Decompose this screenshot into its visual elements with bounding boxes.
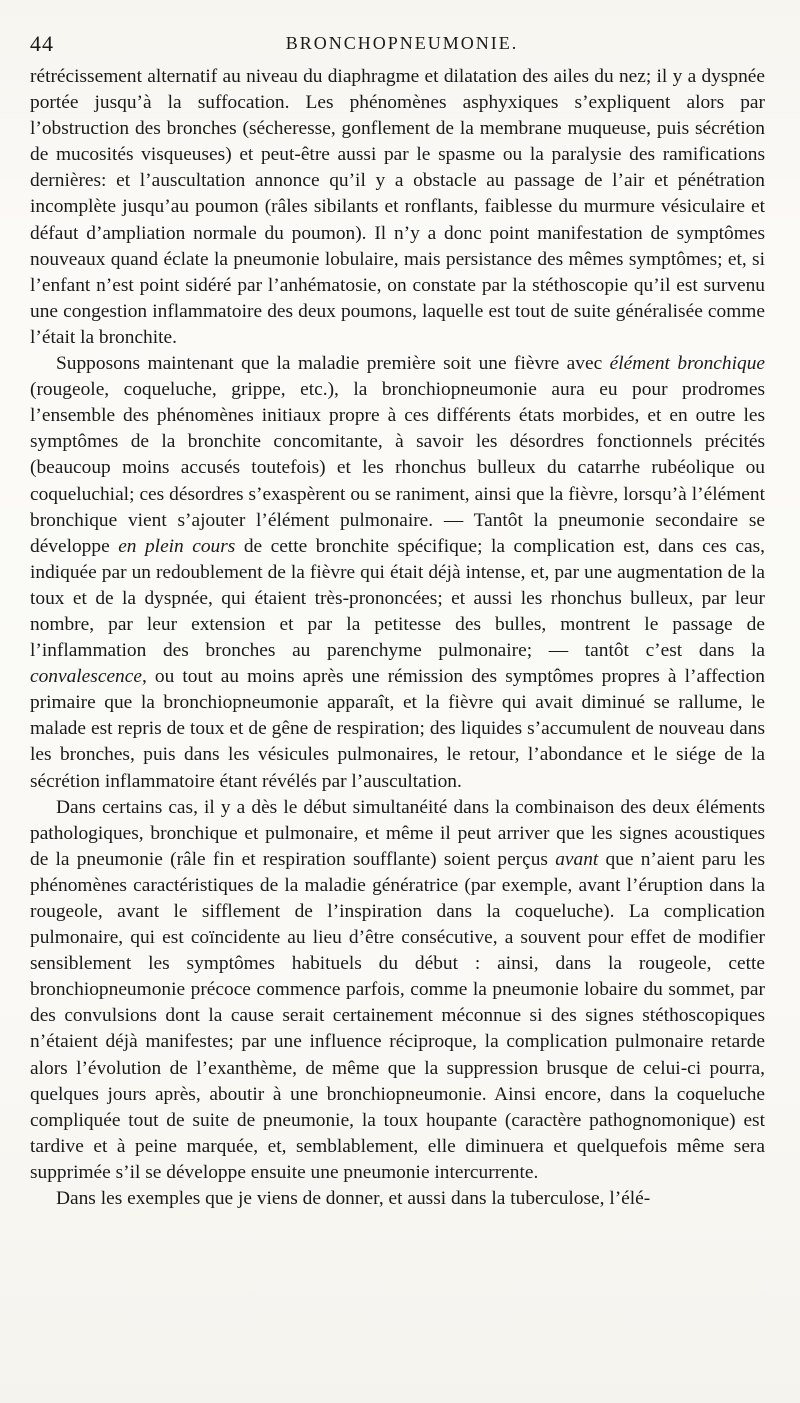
text-run: Dans les exemples que je viens de donner, et aussi dans la tuberculose, l’élé-: [56, 1188, 651, 1210]
paragraph: [30, 795, 765, 1186]
italic-text: élément bronchique: [609, 353, 765, 375]
text-run: , ou tout au moins après une rémission des symptômes propres à l’affection primaire que la bronchiopneumonie apparaît, et la fièvre qui avait diminué se rallume, le malade est repris de toux et de gêne de respiration; des liquides s’accumulent de nouveau dans les bronches, puis dans les vésicules pulmonaires, le retour, l’abondance et le siége de la sécrétion inflammatoire étant révélés par l’auscultation.: [30, 666, 765, 792]
running-title: BRONCHOPNEUMONIE.: [285, 33, 519, 53]
text-run: Supposons maintenant que la maladie première soit une fièvre avec: [56, 353, 610, 375]
italic-text: avant: [555, 848, 599, 870]
italic-text: convalescence: [30, 666, 142, 688]
text-run: que n’aient paru les phénomènes caractéristiques de la maladie génératrice (par exemple, avant l’éruption dans la rougeole, avant le sifflement de l’inspiration dans la coqueluche). La complication pulmonaire, qui est coïncidente au lieu d’être consécutive, a souvent pour effet de modifier sensiblement les symptômes habituels du début : ainsi, dans la rougeole, cette bronchiopneumonie précoce commence parfois, comme la pneumonie lobaire du sommet, par des convulsions dont la cause serait certainement méconnue si des signes stéthoscopiques n’étaient déjà manifestes; par une influence réciproque, la complication pulmonaire retarde alors l’évolution de l’exanthème, de même que la suppression brusque de celui-ci pourra, quelques jours après, aboutir à une bronchiopneumonie. Ainsi encore, dans la coqueluche compliquée tout de suite de pneumonie, la toux houpante (caractère pathognomonique) est tardive et à peine marquée, et, semblablement, elle diminuera et quelquefois même sera supprimée s’il se développe ensuite une pneumonie intercurrente.: [30, 848, 766, 1183]
paragraph: [30, 64, 765, 351]
body-text: [30, 64, 765, 1212]
paragraph: [30, 1186, 765, 1212]
paragraph: [30, 351, 765, 795]
text-run: rétrécissement alternatif au niveau du diaphragme et dilatation des ailes du nez; il y a dyspnée portée jusqu’à la suffocation. Les phénomènes asphyxiques s’expliquent alors par l’obstruction des bronches (sécheresse, gonflement de la membrane muqueuse, puis sécrétion de mucosités visqueuses) et peut-être aussi par le spasme ou la paralysie des ramifications dernières: et l’auscultation annonce qu’il y a obstacle au passage de l’air et pénétration incomplète jusqu’au poumon (râles sibilants et ronflants, faiblesse du murmure vésiculaire et défaut d’ampliation normale du poumon). Il n’y a donc point manifestation de symptômes nouveaux quand éclate la pneumonie lobulaire, mais persistance des mêmes symptômes; et, si l’enfant n’est point sidéré par l’anhématosie, on constate par la stéthoscopie qu’il est survenu une congestion inflammatoire des deux poumons, laquelle est tout de suite généralisée comme l’était la bronchite.: [30, 66, 765, 348]
page-number: 44: [30, 31, 54, 56]
text-run: (rougeole, coqueluche, grippe, etc.), la bronchiopneumonie aura eu pour prodromes l’ensemble des phénomènes initiaux propre à ces différents états morbides, et en outre les symptômes de la bronchite concomitante, à savoir les désordres fonctionnels précités (beaucoup moins accusés toutefois) et les rhonchus bulleux du catarrhe rubéolique ou coqueluchial; ces désordres s’exaspèrent ou se raniment, ainsi que la fièvre, lorsqu’à l’élément bronchique vient s’ajouter l’élément pulmonaire. — Tantôt la pneumonie secondaire se développe: [30, 379, 765, 557]
text-run: de cette bronchite spécifique; la complication est, dans ces cas, indiquée par un redoublement de la fièvre qui était déjà intense, et, par une augmentation de la toux et de la dyspnée, qui étaient très-prononcées; et aussi les rhonchus bulleux, par leur nombre, par leur extension et par la petitesse des bulles, montrent le passage de l’inflammation des bronches au parenchyme pulmonaire; — tantôt c’est dans la: [30, 535, 766, 662]
italic-text: en plein cours: [118, 535, 236, 557]
text-run: Dans certains cas, il y a dès le début simultanéité dans la combinaison des deux éléments pathologiques, bronchique et pulmonaire, et même il peut arriver que les signes acoustiques de la pneumonie (râle fin et respiration soufflante) soient perçus: [30, 796, 765, 870]
page-header: [30, 31, 774, 57]
